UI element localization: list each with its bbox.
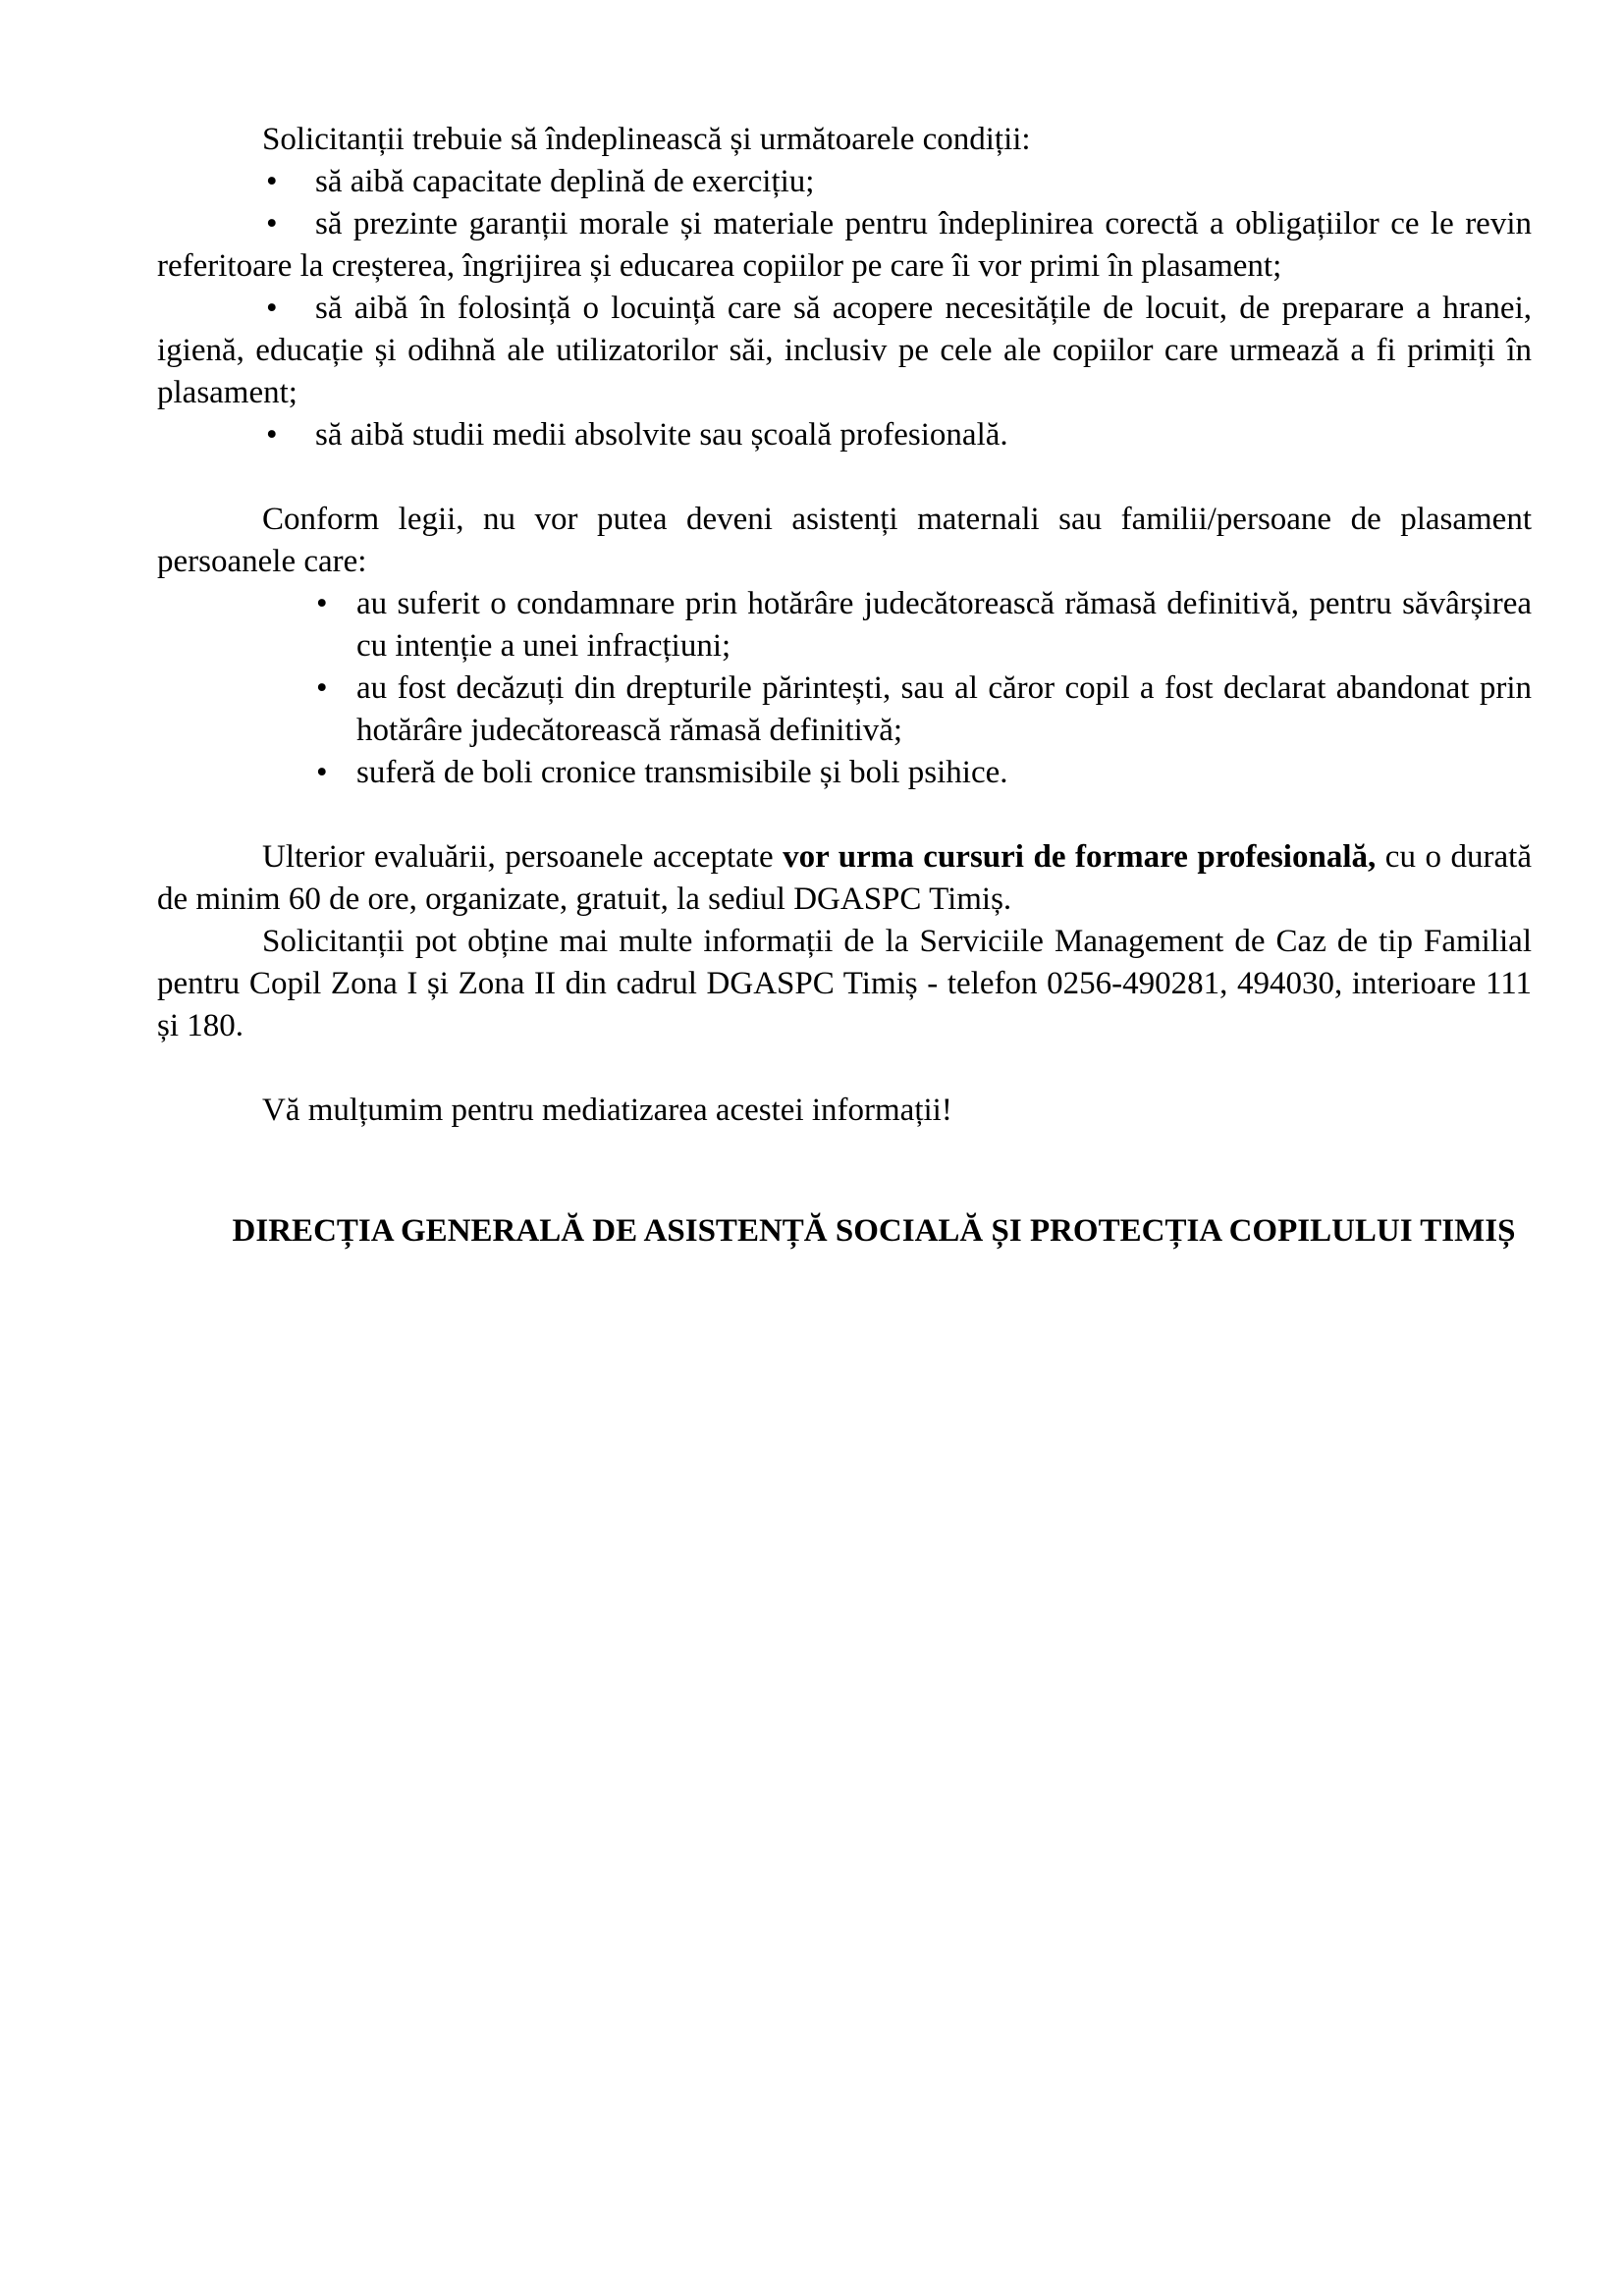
list-item [316, 752, 1532, 794]
list-item-text: suferă de boli cronice transmisibile și boli psihice. [356, 755, 1008, 790]
bullet-icon: • [266, 164, 278, 199]
training-text-post: cu o durată de minim 60 de ore, organizate, gratuit, la sediul DGASPC Timiș. [157, 839, 1532, 917]
conditions-bullet-list [157, 161, 1532, 456]
training-paragraph [157, 836, 1532, 921]
list-item-text: au suferit o condamnare prin hotărâre judecătorească rămasă definitivă, pentru săvârșirea cu intenție a unei infracțiuni; [356, 586, 1532, 664]
list-item-text: au fost decăzuți din drepturile părintești, sau al căror copil a fost declarat abandonat prin hotărâre judecătorească rămasă definitivă; [356, 670, 1532, 748]
intro-lead-paragraph: Solicitanții trebuie să îndeplinească și următoarele condiții: [262, 122, 1031, 157]
training-text-bold: vor urma cursuri de formare profesională, [783, 839, 1377, 875]
thanks-paragraph: Vă mulțumim pentru mediatizarea acestei informații! [262, 1093, 952, 1128]
list-item-text: să aibă în folosință o locuință care să acopere necesitățile de locuit, de preparare a hranei, igienă, educație și odihnă ale utilizatorilor săi, inclusiv pe cele ale copiilor care urmează a fi primiți în plasament; [157, 291, 1532, 410]
list-item [157, 288, 1532, 414]
list-item-text: să aibă studii medii absolvite sau școală profesională. [315, 417, 1008, 453]
bullet-icon: • [266, 206, 278, 241]
bullet-icon: • [316, 586, 328, 621]
list-item [157, 203, 1532, 288]
list-item [157, 161, 1532, 203]
list-item [316, 667, 1532, 752]
bullet-icon: • [266, 417, 278, 453]
document-body [157, 119, 1532, 1253]
bullet-icon: • [266, 291, 278, 326]
list-item-text: să aibă capacitate deplină de exercițiu; [315, 164, 815, 199]
signature-heading: DIRECȚIA GENERALĂ DE ASISTENȚĂ SOCIALĂ ȘI PROTECȚIA COPILULUI TIMIȘ [232, 1213, 1516, 1249]
training-text-pre: Ulterior evaluării, persoanele acceptate [262, 839, 784, 875]
exclusions-lead-paragraph: Conform legii, nu vor putea deveni asistenți maternali sau familii/persoane de plasament persoanele care: [157, 502, 1532, 579]
bullet-icon: • [316, 755, 328, 790]
contact-paragraph: Solicitanții pot obține mai multe informații de la Serviciile Management de Caz de tip Familial pentru Copil Zona I și Zona II din cadrul DGASPC Timiș - telefon 0256-490281, 494030, interioare 111 și 180. [157, 924, 1532, 1043]
list-item [157, 414, 1532, 456]
list-item [316, 583, 1532, 667]
list-item-text: să prezinte garanții morale și materiale pentru îndeplinirea corectă a obligațiilor ce le revin referitoare la creșterea, îngrijirea și educarea copiilor pe care îi vor primi în plasament; [157, 206, 1532, 284]
exclusions-bullet-list [157, 583, 1532, 794]
bullet-icon: • [316, 670, 328, 706]
